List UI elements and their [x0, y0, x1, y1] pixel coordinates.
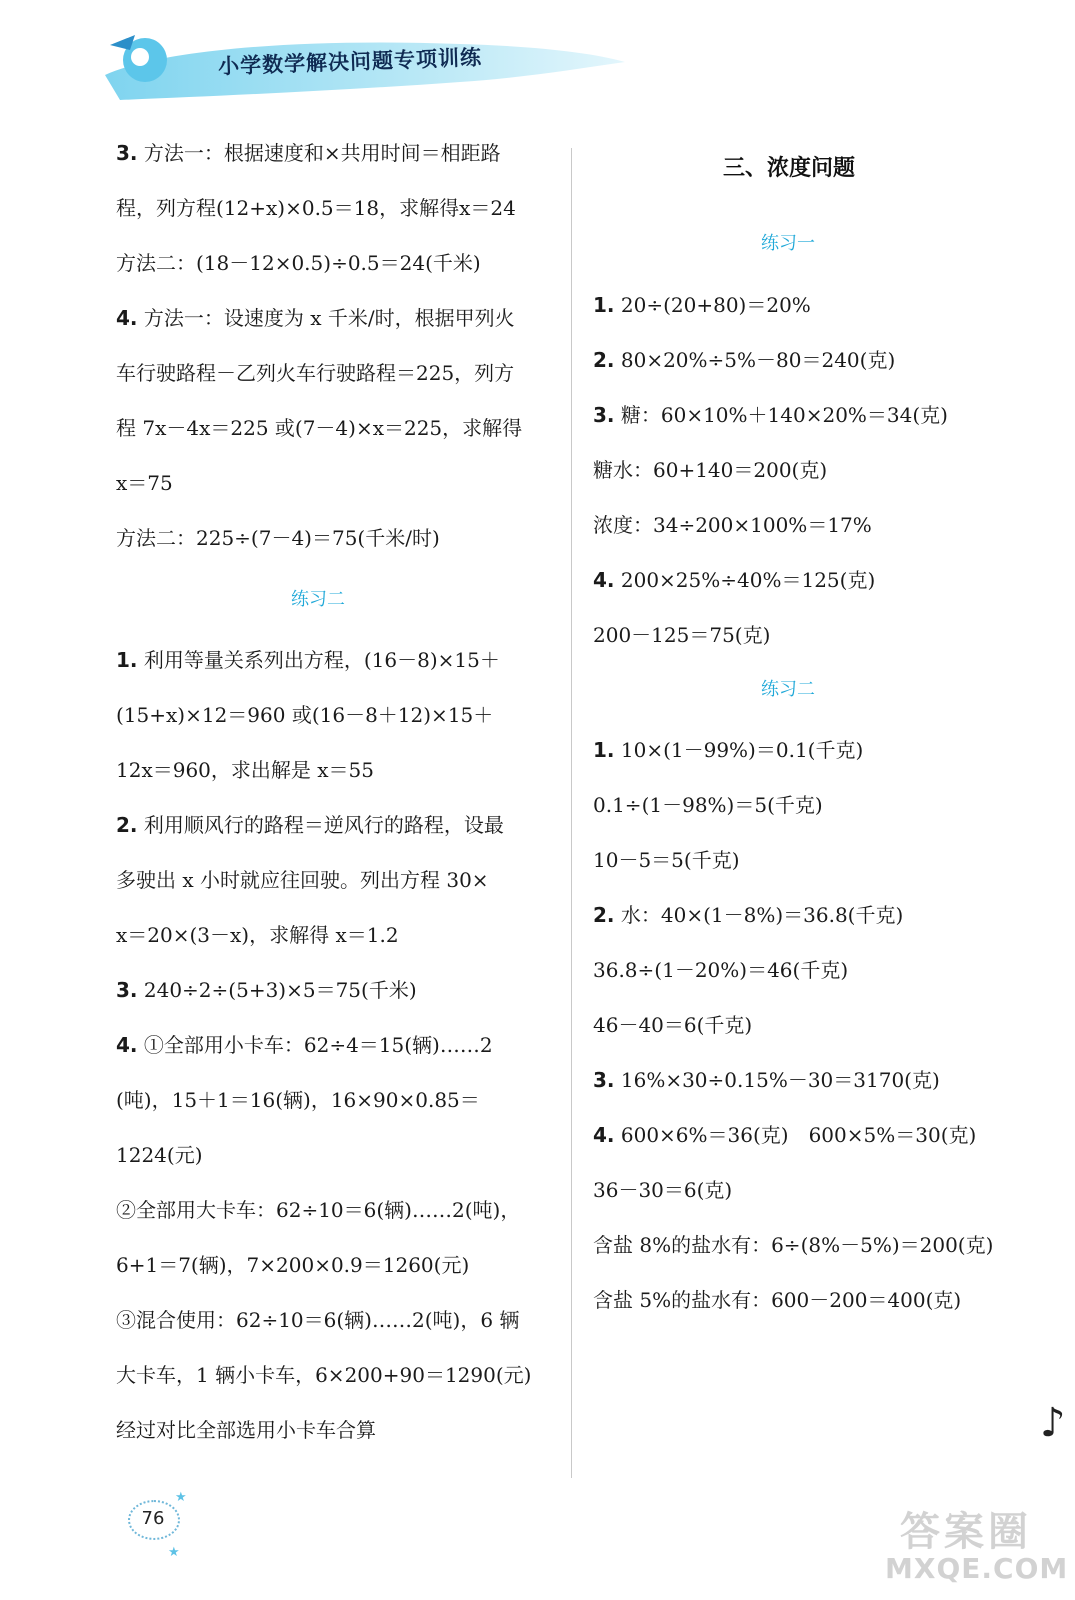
answer-line: 含盐 8%的盐水有：6÷(8%－5%)＝200(克) [593, 1233, 994, 1257]
answer-line: 3. 16%×30÷0.15%－30＝3170(克) [593, 1068, 940, 1092]
answer-line: 4. ①全部用小卡车：62÷4＝15(辆)……2 [116, 1033, 493, 1057]
answer-line: 糖水：60+140＝200(克) [593, 458, 828, 482]
answer-line: 2. 利用顺风行的路程＝逆风行的路程，设最 [116, 813, 504, 837]
section-title: 三、浓度问题 [723, 156, 856, 181]
star-icon: ★ [168, 1545, 180, 1560]
answer-line: 12x＝960，求出解是 x＝55 [116, 758, 374, 782]
answer-line: 浓度：34÷200×100%＝17% [593, 513, 872, 537]
answer-line: 36.8÷(1－20%)＝46(千克) [593, 958, 849, 982]
exercise-subtitle: 练习一 [761, 233, 815, 254]
exercise-subtitle: 练习二 [291, 589, 345, 610]
answer-line: 46－40＝6(千克) [593, 1013, 753, 1037]
exercise-subtitle: 练习二 [761, 679, 815, 700]
page-number [128, 1500, 178, 1538]
page-number-dotted-ring [128, 1500, 180, 1540]
watermark [880, 1500, 1069, 1590]
answer-line: 程，列方程(12+x)×0.5＝18，求解得x＝24 [116, 196, 516, 220]
answer-line: 1. 利用等量关系列出方程，(16－8)×15＋ [116, 648, 500, 672]
answer-line: 10－5＝5(千克) [593, 848, 740, 872]
answer-line: 2. 水：40×(1－8%)＝36.8(千克) [593, 903, 904, 927]
answer-line: x＝75 [116, 471, 173, 495]
answer-line: ②全部用大卡车：62÷10＝6(辆)……2(吨)， [116, 1198, 521, 1222]
answer-line: ③混合使用：62÷10＝6(辆)……2(吨)，6 辆 [116, 1308, 520, 1332]
answer-line: 3. 240÷2÷(5+3)×5＝75(千米) [116, 978, 417, 1002]
handwritten-mark-icon: ♪ [1040, 1400, 1066, 1446]
answer-line: x＝20×(3－x)，求解得 x＝1.2 [116, 923, 399, 947]
answer-line: 0.1÷(1－98%)＝5(千克) [593, 793, 823, 817]
answer-line: (吨)，15＋1＝16(辆)，16×90×0.85＝ [116, 1088, 480, 1112]
answer-line: 方法二：225÷(7－4)＝75(千米/时) [116, 526, 440, 550]
watermark-logo-text: 答案圈 [900, 1509, 1032, 1555]
answer-line: 多驶出 x 小时就应往回驶。列出方程 30× [116, 868, 489, 892]
header-banner [100, 30, 630, 105]
answer-line: 大卡车，1 辆小卡车，6×200+90＝1290(元) [116, 1363, 532, 1387]
answer-line: 6+1＝7(辆)，7×200×0.9＝1260(元) [116, 1253, 470, 1277]
answer-line: 4. 方法一：设速度为 x 千米/时，根据甲列火 [116, 306, 515, 330]
header-title: 小学数学解决问题专项训练 [217, 45, 483, 79]
page-number-text: 76 [141, 1508, 165, 1529]
answer-line: 含盐 5%的盐水有：600－200＝400(克) [593, 1288, 962, 1312]
answer-line: 方法二：(18－12×0.5)÷0.5＝24(千米) [116, 251, 481, 275]
answer-line: 程 7x－4x＝225 或(7－4)×x＝225，求解得 [116, 416, 523, 440]
answer-line: 4. 600×6%＝36(克) 600×5%＝30(克) [593, 1123, 977, 1147]
answer-line: 1. 10×(1－99%)＝0.1(千克) [593, 738, 864, 762]
answer-line: 36－30＝6(克) [593, 1178, 733, 1202]
answer-line: 2. 80×20%÷5%－80＝240(克) [593, 348, 896, 372]
answer-line: 1. 20÷(20+80)＝20% [593, 293, 811, 317]
answer-line: (15+x)×12＝960 或(16－8＋12)×15＋ [116, 703, 494, 727]
answer-line: 3. 糖：60×10%＋140×20%＝34(克) [593, 403, 948, 427]
star-icon: ★ [175, 1490, 187, 1505]
watermark-url-text: MXQE.COM [885, 1552, 1069, 1585]
answer-line: 3. 方法一：根据速度和×共用时间＝相距路 [116, 141, 501, 165]
answer-line: 经过对比全部选用小卡车合算 [116, 1418, 376, 1442]
answer-line: 车行驶路程－乙列火车行驶路程＝225，列方 [116, 361, 515, 385]
answer-line: 1224(元) [116, 1143, 203, 1167]
answer-line: 4. 200×25%÷40%＝125(克) [593, 568, 876, 592]
answer-line: 200－125＝75(克) [593, 623, 771, 647]
column-divider [571, 148, 572, 1478]
